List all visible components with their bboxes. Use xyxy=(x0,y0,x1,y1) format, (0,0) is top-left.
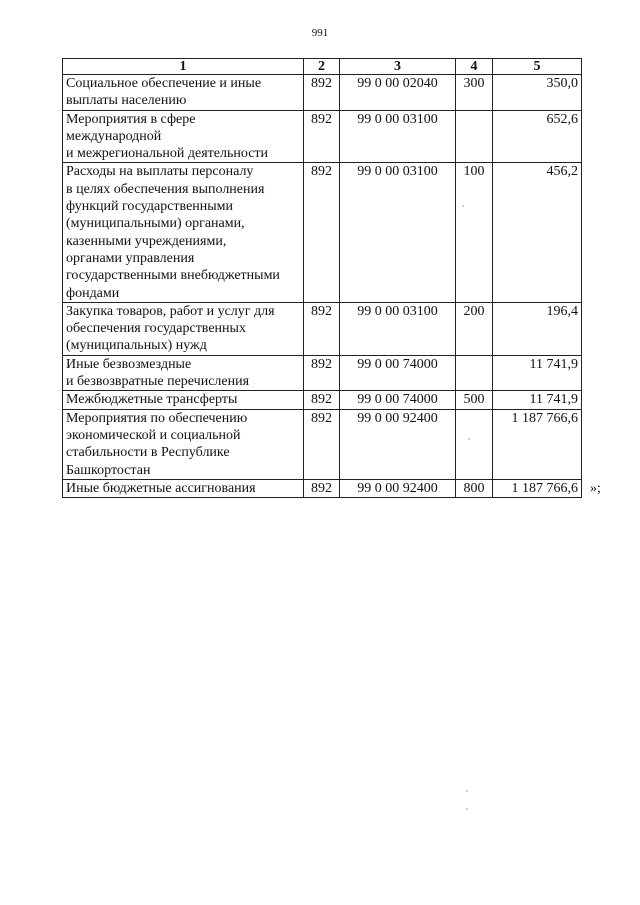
row-name: Межбюджетные трансферты xyxy=(63,391,304,409)
table-row xyxy=(63,163,582,302)
budget-table xyxy=(62,58,582,498)
row-type: 100 xyxy=(456,163,493,302)
table-body xyxy=(63,75,582,498)
row-name: Иные бюджетные ассигнования xyxy=(63,479,304,497)
row-amount: 11 741,9 xyxy=(493,355,582,391)
header-col-type: 4 xyxy=(456,59,493,75)
row-amount: 11 741,9 xyxy=(493,391,582,409)
row-code: 99 0 00 92400 xyxy=(340,479,456,497)
header-col-code: 3 xyxy=(340,59,456,75)
table-header xyxy=(63,59,582,75)
row-ved: 892 xyxy=(304,75,340,111)
row-code: 99 0 00 03100 xyxy=(340,110,456,163)
row-type xyxy=(456,409,493,479)
table-row xyxy=(63,110,582,163)
row-type xyxy=(456,110,493,163)
scan-speck xyxy=(466,790,468,792)
row-code: 99 0 00 03100 xyxy=(340,163,456,302)
scan-speck xyxy=(466,808,468,810)
row-name: Социальное обеспечение и иные выплаты населению xyxy=(63,75,304,111)
header-col-amount: 5 xyxy=(493,59,582,75)
row-amount: 652,6 xyxy=(493,110,582,163)
table-row xyxy=(63,409,582,479)
header-col-ved: 2 xyxy=(304,59,340,75)
row-ved: 892 xyxy=(304,302,340,355)
row-amount: 1 187 766,6 xyxy=(493,409,582,479)
row-amount: 196,4 xyxy=(493,302,582,355)
row-name: Закупка товаров, работ и услуг для обеспечения государственных (муниципальных) нужд xyxy=(63,302,304,355)
row-code: 99 0 00 03100 xyxy=(340,302,456,355)
row-ved: 892 xyxy=(304,163,340,302)
row-amount: 1 187 766,6 xyxy=(493,479,582,497)
row-code: 99 0 00 74000 xyxy=(340,355,456,391)
row-type xyxy=(456,355,493,391)
row-amount: 456,2 xyxy=(493,163,582,302)
header-col-name: 1 xyxy=(63,59,304,75)
row-ved: 892 xyxy=(304,391,340,409)
row-ved: 892 xyxy=(304,355,340,391)
row-ved: 892 xyxy=(304,479,340,497)
table-row xyxy=(63,391,582,409)
row-name: Мероприятия в сфере международной и межрегиональной деятельности xyxy=(63,110,304,163)
table-row xyxy=(63,355,582,391)
row-code: 99 0 00 02040 xyxy=(340,75,456,111)
row-name: Иные безвозмездные и безвозвратные перечисления xyxy=(63,355,304,391)
table-row xyxy=(63,479,582,497)
header-row xyxy=(63,59,582,75)
row-name: Мероприятия по обеспечению экономической и социальной стабильности в Республике Башкортостан xyxy=(63,409,304,479)
scan-speck xyxy=(462,205,464,207)
row-type: 200 xyxy=(456,302,493,355)
page-number: 991 xyxy=(311,27,329,39)
row-type: 500 xyxy=(456,391,493,409)
row-code: 99 0 00 74000 xyxy=(340,391,456,409)
row-ved: 892 xyxy=(304,409,340,479)
closing-quote-mark: »; xyxy=(590,481,601,496)
row-type: 300 xyxy=(456,75,493,111)
row-amount: 350,0 xyxy=(493,75,582,111)
scan-speck xyxy=(468,438,470,440)
table-row xyxy=(63,302,582,355)
table-row xyxy=(63,75,582,111)
row-code: 99 0 00 92400 xyxy=(340,409,456,479)
row-ved: 892 xyxy=(304,110,340,163)
row-type: 800 xyxy=(456,479,493,497)
row-name: Расходы на выплаты персоналу в целях обеспечения выполнения функций государственными (муниципальными) органами, казенными учреждениями, органами управления государственными внебюджетными фондами xyxy=(63,163,304,302)
